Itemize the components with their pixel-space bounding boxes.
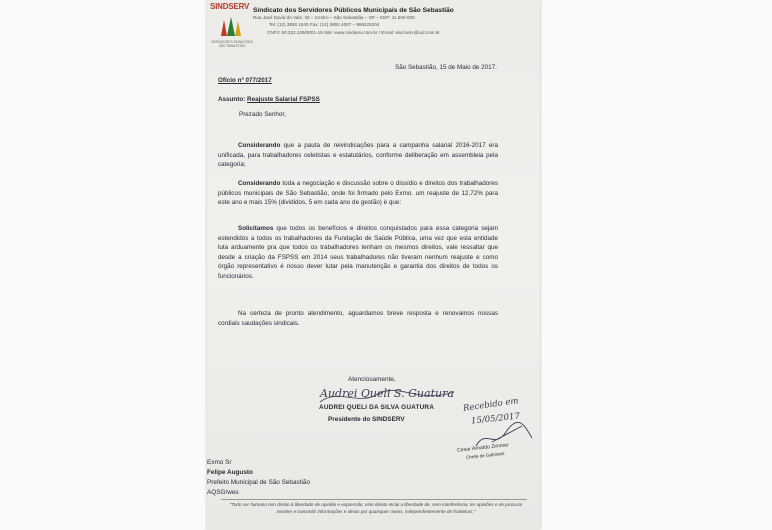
p1-lead: Considerando [238,142,281,149]
footer-quote: "Todo ser humano tem direito à liberdade de opinião e expressão; este direito inclui a liberdade de, sem interferência, ter opiniões e de procurar receber e transmitir informações e ideias por quaisquer meios, independentemente de fronteiras." [229,502,523,514]
recipient-title: Exmo Sr [207,459,232,466]
p1-text: que a pauta de reivindicações para a campanha salarial 2016-2017 era unificada, para trabalhadores celetistas e estatutários, conforme deliberação em assembleia pela categoria; [218,142,498,169]
reference-initials: AQSG/wes [207,489,239,496]
letterhead-phones: Tel: (12) 3892.1545 Fax: (12) 3892.4007 – 998425204 [269,22,380,27]
subject-text: Reajuste Salarial FSPSS [247,96,320,103]
letterhead-address: Rua José David do Vale, 33 – Centro – São Sebastião – SP – CEP: 11.600-000 [253,15,415,20]
paragraph-2 [218,179,498,208]
letter-date: São Sebastião, 15 de Maio de 2017. [395,64,497,71]
subject-line [218,95,320,105]
p3-lead: Solicitamos [238,225,274,232]
stamp-name: Cesar Arnaldo Zimmer [456,442,510,454]
received-date: 15/05/2017 [470,411,521,427]
letterhead-title: Sindicato dos Servidores Públicos Municipais de São Sebastião [253,7,454,14]
recipient-role: Prefeito Municipal de São Sebastião [207,479,311,486]
received-note: Recebido em [462,396,520,414]
footer-divider [221,499,527,500]
letterhead-cnpj: CNPJ: 50.322.139/0001-19 Site: www.sindserv.com.br / Email: sind.serv@uol.com.br [267,30,440,35]
p3-text: que todos os benefícios e direitos conquistados para essa categoria sejam estendidos a todos os trabalhadores da Fundação de Saúde Pública, uma vez que esta entidade luta arduamente pra que todos os trabalhadores tenham os mesmos direitos, vale ressaltar que desde a criação da FSPSS em 2014 seus trabalhadores não tiveram nenhum reajuste e como órgão representativo é nosso dever lutar pela manutenção e garantia dos direitos de todos os funcionários. [218,225,498,280]
signer-name: AUDREI QUELI DA SILVA GUATURA [319,404,435,411]
signer-role: Presidente do SINDSERV [328,416,405,423]
logo-subtitle: SERVIDORES MUNICIPAIS SÃO SEBASTIÃO [211,40,253,48]
p2-text: toda a negociação e discussão sobre o dissídio e direitos dos trabalhadores públicos municipais de São Sebastião, onde foi firmado pelo Exmo. um reajuste de 12,72% para este ano e mais 15% (divididos, 5 em cada ano de gestão) é que: [218,180,498,207]
recipient-name: Felipe Augusto [207,469,253,476]
subject-label: Assunto: [218,96,246,103]
paragraph-1 [218,141,498,170]
sign-off: Atenciosamente, [348,376,396,383]
greeting: Prezado Senhor, [239,111,286,118]
oficio-number: Ofício nº 077/2017 [218,77,272,84]
closing-paragraph: Na certeza de pronto atendimento, aguardamos breve resposta e renovamos nossas cordiais saudações sindicais. [218,310,498,327]
logo-hands-icon [218,14,244,38]
handwritten-signature: Audrei Queli S. Guatura [320,387,454,400]
sindserv-logo [210,2,253,48]
letter-page [207,0,540,530]
logo-text: SINDSERV [210,2,250,11]
paragraph-3 [218,224,498,282]
p2-lead: Considerando [238,180,281,187]
stamp-role: Chefe de Gabinete [465,450,505,461]
